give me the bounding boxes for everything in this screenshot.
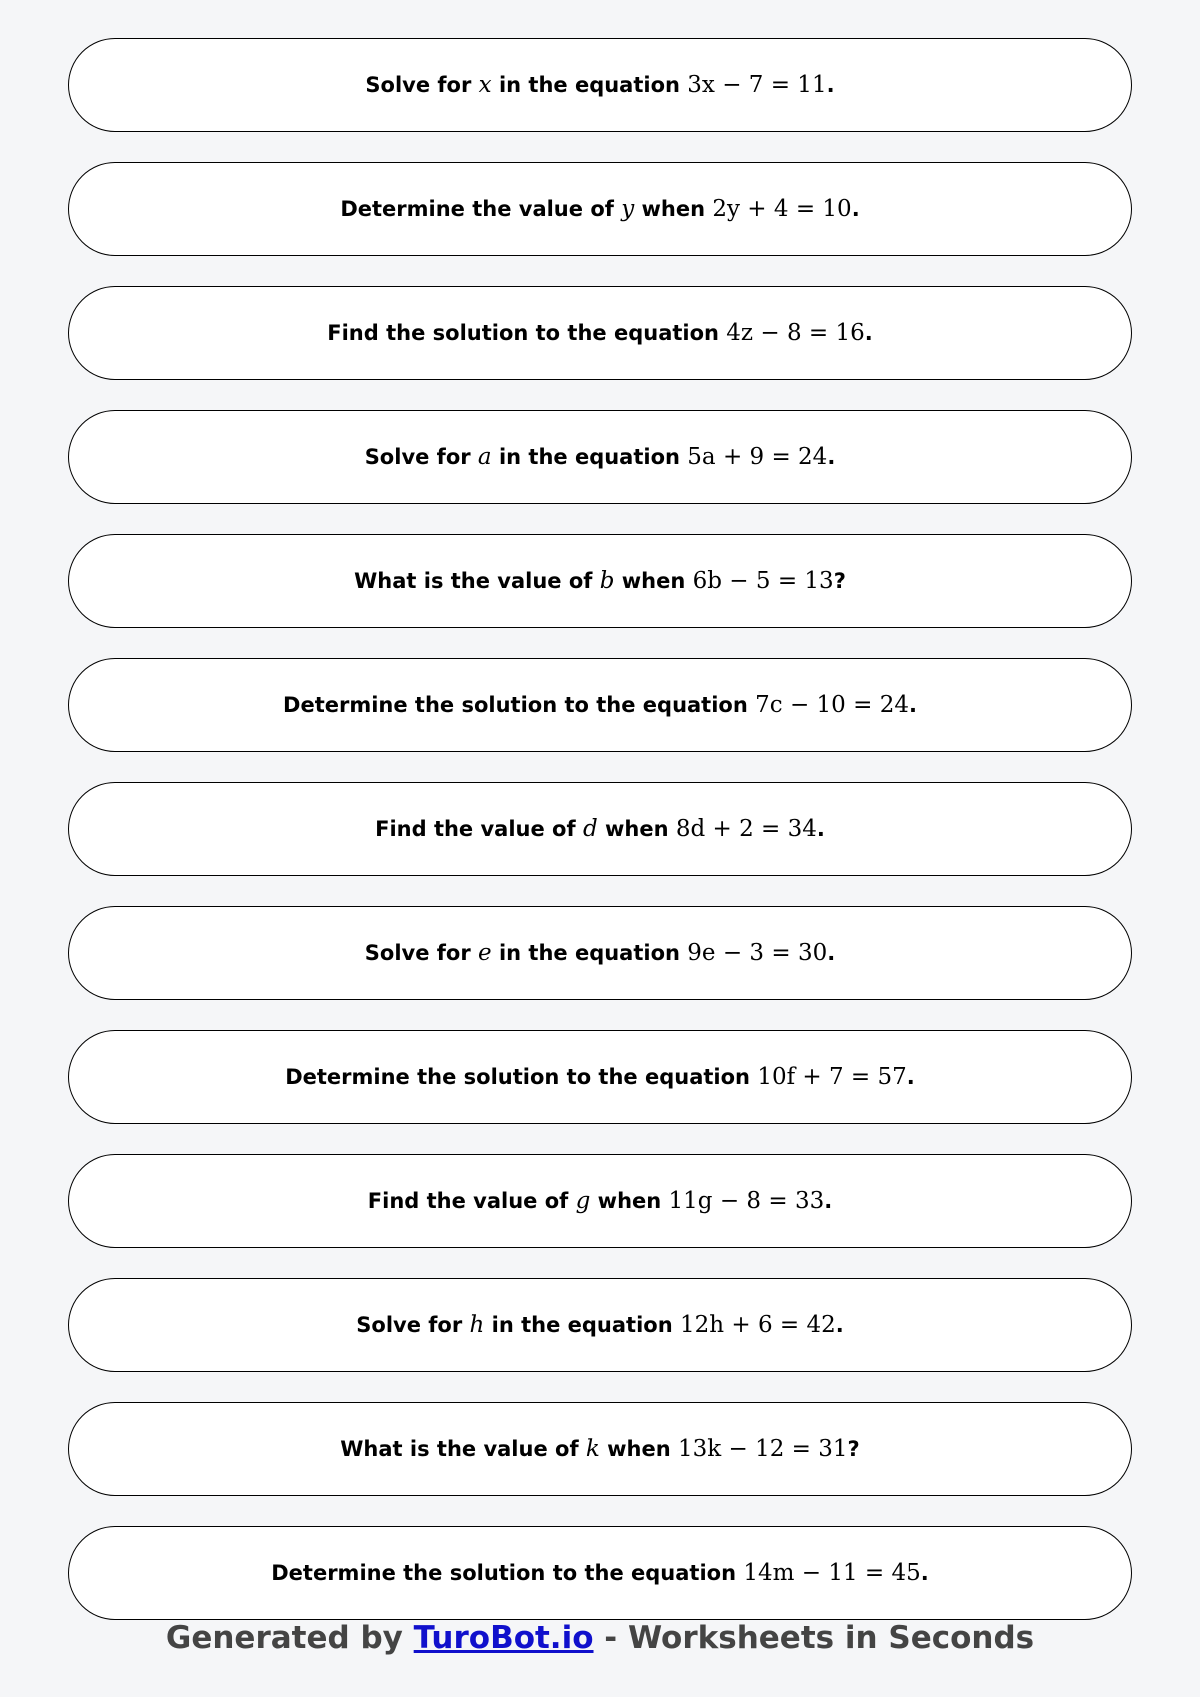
question-text-middle: when: [597, 817, 676, 841]
question-punctuation: ?: [847, 1437, 860, 1461]
question-equation: 14m − 11 = 45: [743, 1560, 921, 1586]
footer-prefix: Generated by: [165, 1620, 414, 1656]
question-punctuation: .: [816, 817, 825, 841]
question-box: [68, 286, 1132, 380]
footer-credit: [0, 1620, 1200, 1656]
question-equation: 12h + 6 = 42: [679, 1312, 836, 1338]
question-equation: 4z − 8 = 16: [726, 320, 865, 346]
question-equation: 9e − 3 = 30: [687, 940, 828, 966]
question-text: Solve for: [356, 1313, 470, 1337]
question-punctuation: .: [920, 1561, 929, 1585]
question-punctuation: .: [824, 1189, 833, 1213]
question-variable: e: [478, 940, 492, 966]
question-variable: x: [478, 72, 492, 98]
question-box: [68, 1030, 1132, 1124]
question-punctuation: .: [827, 445, 836, 469]
question-text-middle: in the equation: [491, 73, 688, 97]
question-text-middle: in the equation: [491, 445, 688, 469]
question-punctuation: .: [835, 1313, 844, 1337]
question-text: Find the solution to the equation: [327, 321, 727, 345]
question-text-middle: when: [634, 197, 713, 221]
question-text: Solve for: [365, 73, 479, 97]
question-variable: k: [585, 1436, 600, 1462]
question-text: Find the value of: [367, 1189, 576, 1213]
question-text: What is the value of: [340, 1437, 586, 1461]
question-box: [68, 1526, 1132, 1620]
question-box: [68, 162, 1132, 256]
question-equation: 6b − 5 = 13: [692, 568, 834, 594]
question-punctuation: .: [906, 1065, 915, 1089]
question-equation: 10f + 7 = 57: [757, 1064, 907, 1090]
question-box: [68, 38, 1132, 132]
question-text: Solve for: [364, 941, 479, 965]
question-text: Determine the solution to the equation: [285, 1065, 758, 1089]
question-variable: b: [599, 568, 615, 594]
question-variable: g: [575, 1188, 591, 1214]
question-text: Determine the value of: [340, 197, 622, 221]
question-text-middle: in the equation: [491, 941, 688, 965]
question-punctuation: .: [908, 693, 917, 717]
question-text: What is the value of: [354, 569, 600, 593]
question-box: [68, 658, 1132, 752]
question-text: Find the value of: [375, 817, 583, 841]
question-variable: d: [582, 816, 598, 842]
footer-suffix: - Worksheets in Seconds: [593, 1620, 1035, 1656]
question-box: [68, 1154, 1132, 1248]
question-list: [68, 38, 1132, 1650]
question-text-middle: in the equation: [484, 1313, 680, 1337]
question-punctuation: .: [827, 941, 836, 965]
question-box: [68, 1278, 1132, 1372]
question-equation: 5a + 9 = 24: [687, 444, 828, 470]
turobot-link[interactable]: TuroBot.io: [413, 1620, 594, 1656]
question-box: [68, 410, 1132, 504]
question-equation: 2y + 4 = 10: [712, 196, 852, 222]
question-equation: 13k − 12 = 31: [678, 1436, 848, 1462]
question-box: [68, 534, 1132, 628]
question-equation: 7c − 10 = 24: [755, 692, 909, 718]
question-text: Determine the solution to the equation: [271, 1561, 744, 1585]
question-punctuation: .: [864, 321, 873, 345]
question-text-middle: when: [614, 569, 693, 593]
question-variable: y: [621, 196, 635, 222]
question-variable: h: [469, 1312, 485, 1338]
question-punctuation: .: [851, 197, 860, 221]
question-equation: 11g − 8 = 33: [668, 1188, 825, 1214]
question-variable: a: [477, 444, 492, 470]
question-text: Solve for: [364, 445, 478, 469]
question-equation: 8d + 2 = 34: [675, 816, 817, 842]
question-punctuation: .: [826, 73, 835, 97]
question-text-middle: when: [590, 1189, 669, 1213]
question-box: [68, 1402, 1132, 1496]
question-text: Determine the solution to the equation: [283, 693, 756, 717]
question-equation: 3x − 7 = 11: [687, 72, 827, 98]
question-text-middle: when: [599, 1437, 678, 1461]
question-punctuation: ?: [833, 569, 846, 593]
question-box: [68, 906, 1132, 1000]
question-box: [68, 782, 1132, 876]
